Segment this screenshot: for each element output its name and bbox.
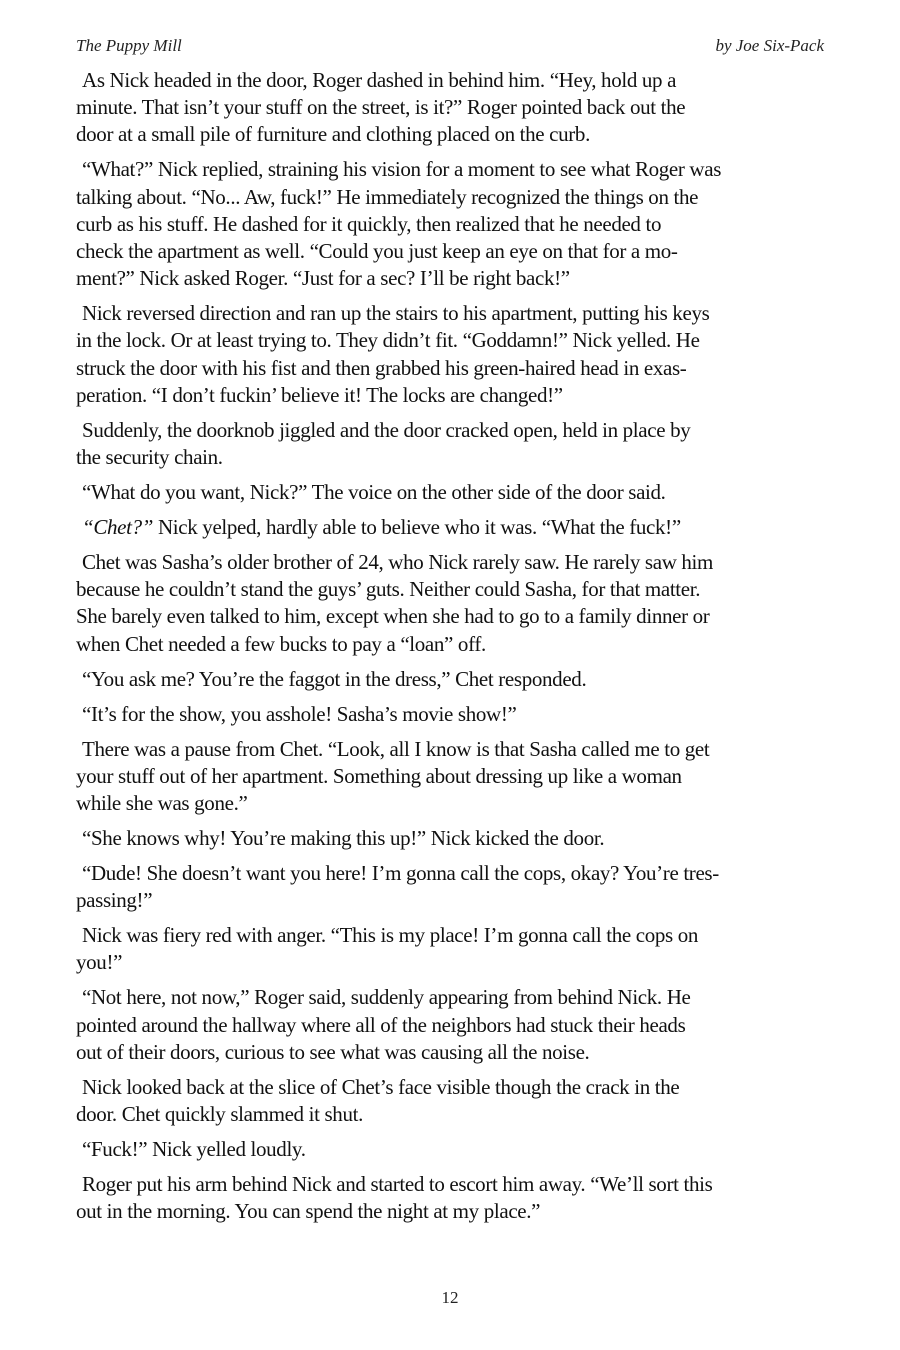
paragraph [76,417,836,471]
text-line: door at a small pile of furniture and clothing placed on the curb. [76,122,590,147]
text-line: Roger put his arm behind Nick and started to escort him away. “We’ll sort this [82,1172,713,1197]
paragraph [76,825,836,852]
text-line: She barely even talked to him, except when she had to go to a family dinner or [76,604,710,629]
text-line: “What do you want, Nick?” The voice on the other side of the door said. [82,480,666,505]
text-line: because he couldn’t stand the guys’ guts. Neither could Sasha, for that matter. [76,577,701,602]
italic-text: “Chet?” [82,515,154,540]
text-line: while she was gone.” [76,791,248,816]
text-line: “Fuck!” Nick yelled loudly. [82,1137,306,1162]
paragraph [76,300,836,409]
paragraph [76,922,836,976]
text-line: you!” [76,950,123,975]
paragraph [76,701,836,728]
paragraph [76,666,836,693]
line-text: Nick yelped, hardly able to believe who it was. “What the fuck!” [153,515,681,540]
paragraph [76,736,836,818]
text-line: peration. “I don’t fuckin’ believe it! The locks are changed!” [76,382,563,407]
paragraph [76,479,836,506]
text-line: out of their doors, curious to see what was causing all the noise. [76,1039,590,1064]
text-line: “Dude! She doesn’t want you here! I’m gonna call the cops, okay? You’re tres- [82,861,719,886]
text-line: Nick was fiery red with anger. “This is my place! I’m gonna call the cops on [82,923,699,948]
text-line: when Chet needed a few bucks to pay a “loan” off. [76,631,486,656]
text-line: passing!” [76,888,153,913]
text-line: Chet was Sasha’s older brother of 24, who Nick rarely saw. He rarely saw him [82,550,714,575]
text-line: pointed around the hallway where all of the neighbors had stuck their heads [76,1012,686,1037]
body-text [76,67,836,1233]
paragraph [76,1074,836,1128]
paragraph [76,514,836,541]
text-line: As Nick headed in the door, Roger dashed in behind him. “Hey, hold up a [82,68,677,92]
page-number: 12 [441,1288,459,1307]
text-line: Nick looked back at the slice of Chet’s face visible though the crack in the [82,1074,680,1099]
text-line: out in the morning. You can spend the night at my place.” [76,1199,541,1224]
paragraph [76,1171,836,1225]
paragraph [76,156,836,292]
text-line: in the lock. Or at least trying to. They didn’t fit. “Goddamn!” Nick yelled. He [76,328,700,353]
text-line: Suddenly, the doorknob jiggled and the door cracked open, held in place by [82,417,691,442]
text-line: “What?” Nick replied, straining his vision for a moment to see what Roger was [82,157,722,182]
text-line: your stuff out of her apartment. Something about dressing up like a woman [76,763,682,788]
text-line: talking about. “No... Aw, fuck!” He immediately recognized the things on the [76,184,699,209]
text-line: There was a pause from Chet. “Look, all I know is that Sasha called me to get [82,736,710,761]
text-line: curb as his stuff. He dashed for it quickly, then realized that he needed to [76,211,662,236]
text-line [76,514,836,541]
text-line: “Not here, not now,” Roger said, suddenly appearing from behind Nick. He [82,985,691,1010]
text-line: “You ask me? You’re the faggot in the dress,” Chet responded. [82,666,587,691]
paragraph [76,860,836,914]
running-header [76,36,824,60]
text-line: struck the door with his fist and then grabbed his green-haired head in exas- [76,355,687,380]
text-line: minute. That isn’t your stuff on the street, is it?” Roger pointed back out the [76,95,686,120]
text-line: door. Chet quickly slammed it shut. [76,1102,363,1127]
text-line: Nick reversed direction and ran up the stairs to his apartment, putting his keys [82,301,710,326]
text-line: ment?” Nick asked Roger. “Just for a sec? I’ll be right back!” [76,266,570,291]
text-line: “It’s for the show, you asshole! Sasha’s movie show!” [82,701,517,726]
paragraph [76,1136,836,1163]
book-author: by Joe Six-Pack [715,36,824,55]
paragraph [76,67,836,149]
text-line: the security chain. [76,445,223,470]
text-line: “She knows why! You’re making this up!” Nick kicked the door. [82,826,605,851]
text-line: check the apartment as well. “Could you just keep an eye on that for a mo- [76,239,678,264]
paragraph [76,549,836,658]
book-title: The Puppy Mill [76,36,182,55]
paragraph [76,984,836,1066]
